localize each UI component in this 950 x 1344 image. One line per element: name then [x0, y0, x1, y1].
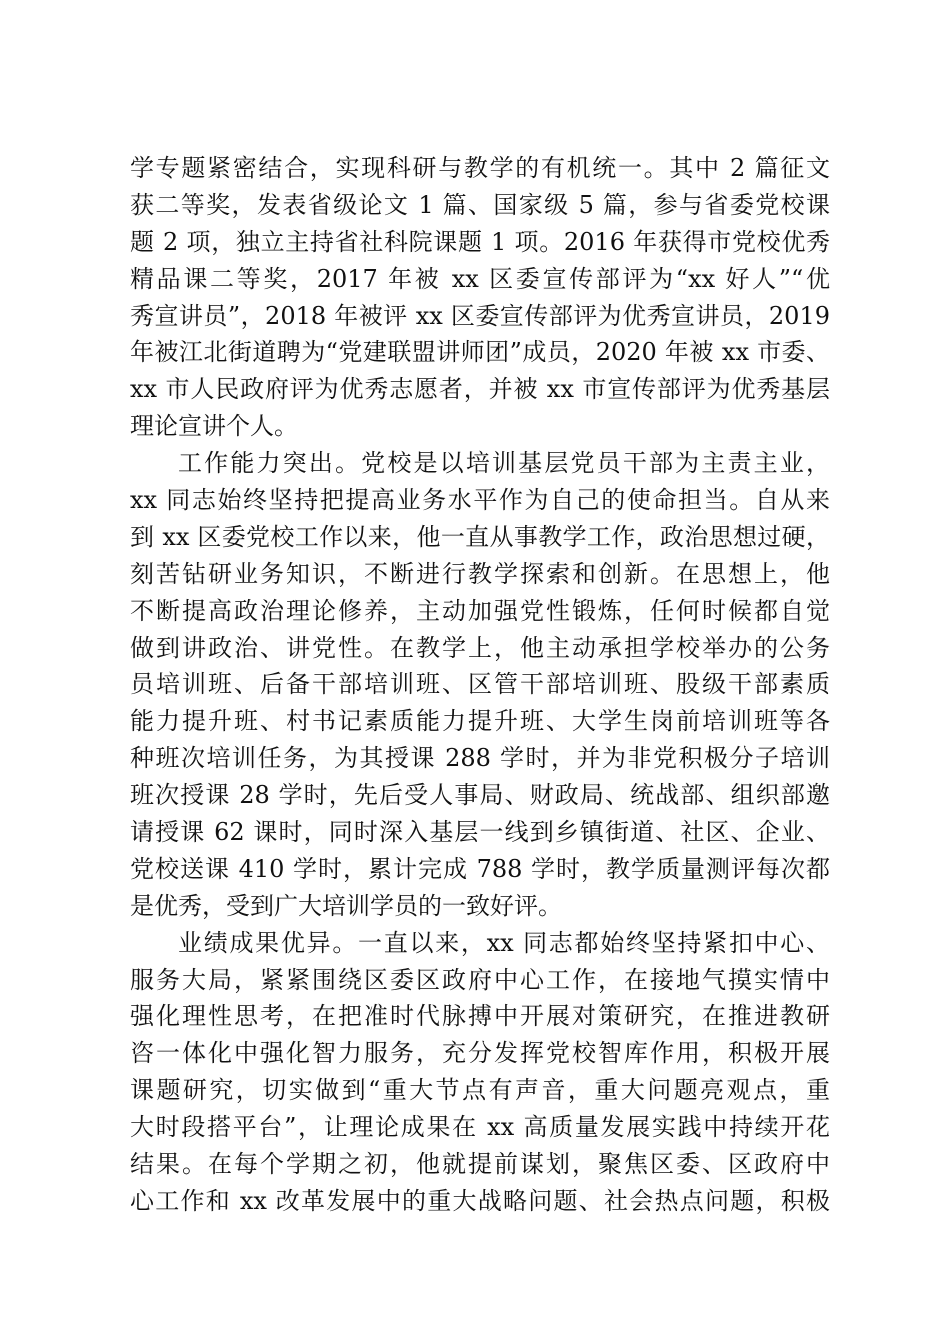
- text-line: 心工作和 xx 改革发展中的重大战略问题、社会热点问题，积极: [130, 1186, 830, 1215]
- text-line: 强化理性思考，在把准时代脉搏中开展对策研究，在推进教研: [130, 1002, 830, 1031]
- paragraph-achievements: [130, 925, 830, 1220]
- text-line: 获二等奖，发表省级论文 1 篇、国家级 5 篇，参与省委党校课: [130, 190, 830, 219]
- text-line: 大时段搭平台”，让理论成果在 xx 高质量发展实践中持续开花: [130, 1113, 830, 1142]
- text-line: 理论宣讲个人。: [130, 412, 298, 441]
- text-line: 到 xx 区委党校工作以来，他一直从事教学工作，政治思想过硬，: [130, 522, 830, 551]
- text-line: 不断提高政治理论修养，主动加强党性锻炼，任何时候都自觉: [130, 596, 830, 625]
- text-line: 学专题紧密结合，实现科研与教学的有机统一。其中 2 篇征文: [130, 154, 830, 182]
- body-text: [130, 150, 830, 1220]
- text-line: 业绩成果优异。一直以来，xx 同志都始终坚持紧扣中心、: [178, 928, 830, 957]
- text-line: 年被江北街道聘为“党建联盟讲师团”成员，2020 年被 xx 市委、: [130, 338, 830, 367]
- text-line: 题 2 项，独立主持省社科院课题 1 项。2016 年获得市党校优秀: [130, 227, 830, 256]
- text-line: 党校送课 410 学时，累计完成 788 学时，教学质量测评每次都: [130, 854, 830, 883]
- text-line: 咨一体化中强化智力服务，充分发挥党校智库作用，积极开展: [130, 1039, 830, 1068]
- text-line: 结果。在每个学期之初，他就提前谋划，聚焦区委、区政府中: [130, 1150, 830, 1179]
- text-line: 班次授课 28 学时，先后受人事局、财政局、统战部、组织部邀: [130, 781, 830, 810]
- text-line: 做到讲政治、讲党性。在教学上，他主动承担学校举办的公务: [130, 633, 830, 662]
- text-line: 员培训班、后备干部培训班、区管干部培训班、股级干部素质: [130, 670, 830, 699]
- text-line: 工作能力突出。党校是以培训基层党员干部为主责主业，: [178, 449, 830, 478]
- text-line: 服务大局，紧紧围绕区委区政府中心工作，在接地气摸实情中: [130, 965, 830, 994]
- paragraph-work-ability: [130, 445, 830, 925]
- text-line: 请授课 62 课时，同时深入基层一线到乡镇街道、社区、企业、: [130, 818, 830, 847]
- text-line: 种班次培训任务，为其授课 288 学时，并为非党积极分子培训: [130, 744, 830, 773]
- paragraph-awards: [130, 150, 830, 445]
- text-line: xx 同志始终坚持把提高业务水平作为自己的使命担当。自从来: [130, 486, 830, 515]
- text-line: 能力提升班、村书记素质能力提升班、大学生岗前培训班等各: [130, 707, 830, 736]
- text-line: 秀宣讲员”，2018 年被评 xx 区委宣传部评为优秀宣讲员，2019: [130, 301, 830, 330]
- text-line: 精品课二等奖，2017 年被 xx 区委宣传部评为“xx 好人”“优: [130, 264, 830, 293]
- text-line: xx 市人民政府评为优秀志愿者，并被 xx 市宣传部评为优秀基层: [130, 375, 830, 404]
- text-line: 课题研究，切实做到“重大节点有声音，重大问题亮观点，重: [130, 1076, 830, 1105]
- text-line: 刻苦钻研业务知识，不断进行教学探索和创新。在思想上，他: [130, 559, 830, 588]
- text-line: 是优秀，受到广大培训学员的一致好评。: [130, 891, 562, 920]
